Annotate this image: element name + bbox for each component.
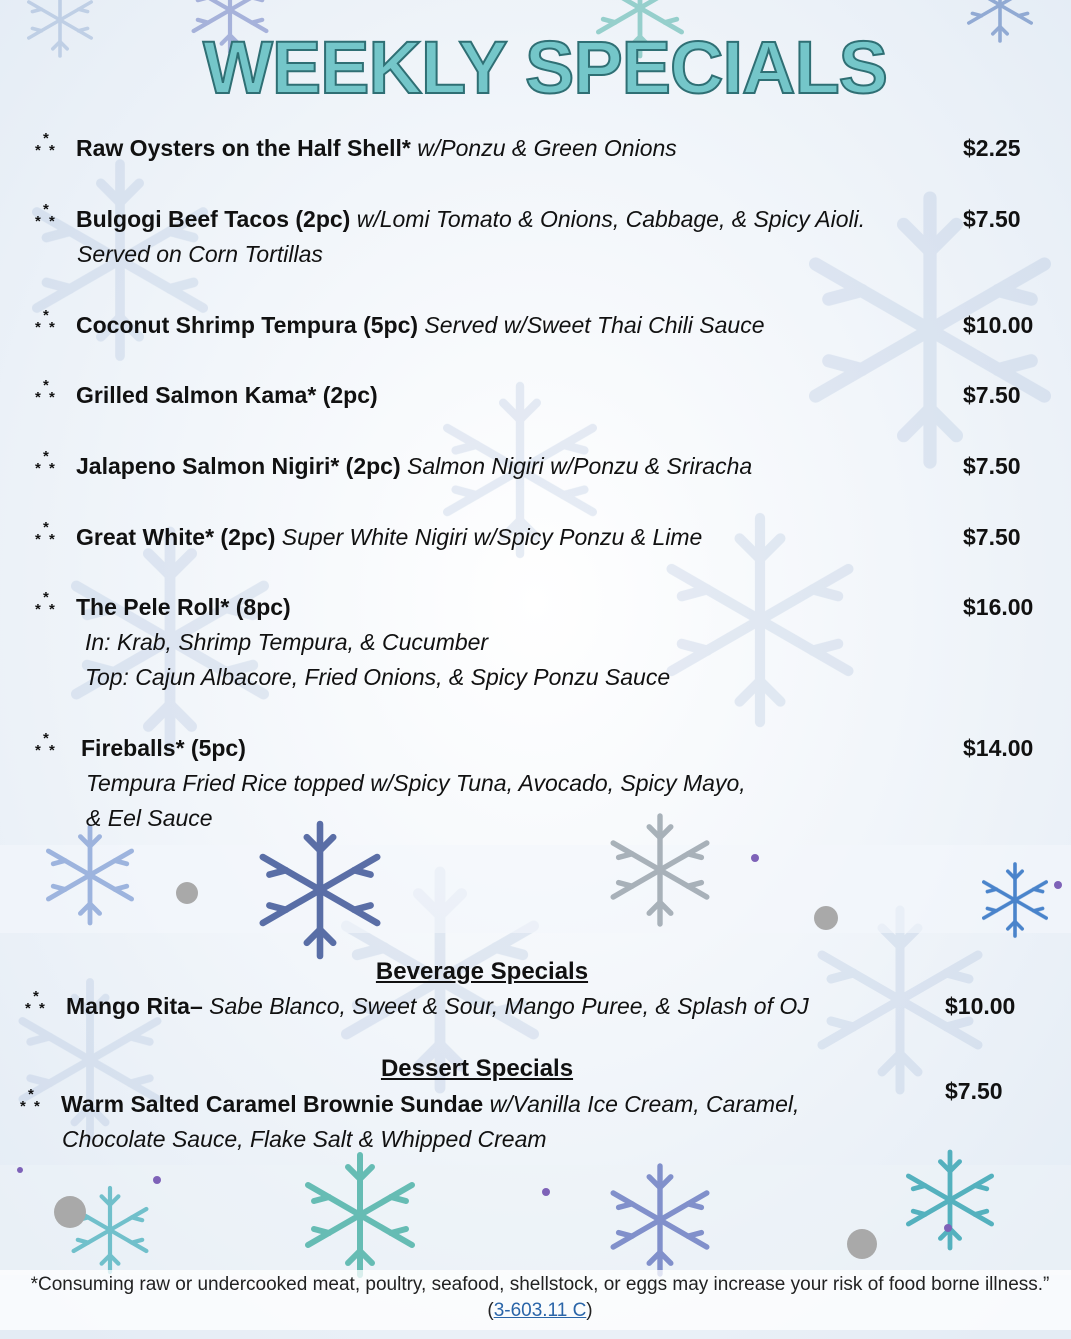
- snowflake-bullet-icon: * * *: [35, 589, 55, 618]
- item-price: $14.00: [963, 735, 1034, 761]
- item-price: $7.50: [963, 382, 1021, 408]
- item-price: $7.50: [963, 453, 1021, 479]
- snowflake-bullet-icon: * * *: [20, 1086, 40, 1115]
- item-name: The Pele Roll* (8pc): [76, 594, 291, 620]
- item-description: w/Vanilla Ice Cream, Caramel,: [483, 1091, 800, 1117]
- snowflake-bullet-icon: * * *: [35, 307, 55, 336]
- item-description-line: In: Krab, Shrimp Tempura, & Cucumber: [85, 629, 489, 655]
- item-description-line: & Eel Sauce: [86, 805, 213, 831]
- snowflake-bullet-icon: * * *: [35, 130, 55, 159]
- snowflake-bullet-icon: * * *: [35, 730, 55, 759]
- item-description: Served w/Sweet Thai Chili Sauce: [418, 312, 765, 338]
- snowflake-bullet-icon: * * *: [35, 377, 55, 406]
- item-name: Warm Salted Caramel Brownie Sundae: [61, 1091, 484, 1117]
- advisory-close: ): [586, 1300, 593, 1321]
- item-price: $2.25: [963, 135, 1021, 161]
- item-description-line: Top: Cajun Albacore, Fried Onions, & Spicy Ponzu Sauce: [85, 664, 671, 690]
- item-name: Mango Rita–: [66, 993, 203, 1019]
- snowflake-bullet-icon: * * *: [25, 988, 45, 1017]
- item-price: $10.00: [945, 993, 1016, 1019]
- item-price: $7.50: [945, 1078, 1003, 1104]
- snowflake-bullet-icon: * * *: [35, 519, 55, 548]
- item-description-line: Chocolate Sauce, Flake Salt & Whipped Cream: [62, 1126, 547, 1152]
- item-name: Great White* (2pc): [76, 524, 276, 550]
- item-price: $16.00: [963, 594, 1034, 620]
- item-description-line: Tempura Fried Rice topped w/Spicy Tuna, Avocado, Spicy Mayo,: [86, 770, 746, 796]
- dessert-heading: Dessert Specials: [380, 1055, 574, 1082]
- item-price: $10.00: [963, 312, 1034, 338]
- consumer-advisory: [30, 1272, 1050, 1324]
- item-name: Coconut Shrimp Tempura (5pc): [76, 312, 419, 338]
- item-name: Fireballs* (5pc): [81, 735, 246, 761]
- item-description: w/Lomi Tomato & Onions, Cabbage, & Spicy Aioli.: [350, 206, 866, 232]
- item-name: Bulgogi Beef Tacos (2pc): [76, 206, 351, 232]
- item-description: Sabe Blanco, Sweet & Sour, Mango Puree, & Splash of OJ: [202, 993, 809, 1019]
- page-title: WEEKLY SPECIALS: [202, 26, 888, 109]
- item-name: Grilled Salmon Kama* (2pc): [76, 382, 378, 408]
- item-description: w/Ponzu & Green Onions: [410, 135, 677, 161]
- item-price: $7.50: [963, 524, 1021, 550]
- beverage-heading: Beverage Specials: [375, 958, 589, 985]
- item-description: Salmon Nigiri w/Ponzu & Sriracha: [400, 453, 753, 479]
- snowflake-bullet-icon: * * *: [35, 201, 55, 230]
- item-description: Super White Nigiri w/Spicy Ponzu & Lime: [275, 524, 703, 550]
- item-price: $7.50: [963, 206, 1021, 232]
- item-name: Raw Oysters on the Half Shell*: [76, 135, 411, 161]
- snowflake-bullet-icon: * * *: [35, 448, 55, 477]
- advisory-text: *Consuming raw or undercooked meat, poultry, seafood, shellstock, or eggs may increase your risk of food borne illness.” (: [30, 1274, 1050, 1321]
- item-name: Jalapeno Salmon Nigiri* (2pc): [76, 453, 401, 479]
- code-reference-link[interactable]: 3-603.11 C: [493, 1300, 587, 1321]
- item-description-line: Served on Corn Tortillas: [77, 241, 323, 267]
